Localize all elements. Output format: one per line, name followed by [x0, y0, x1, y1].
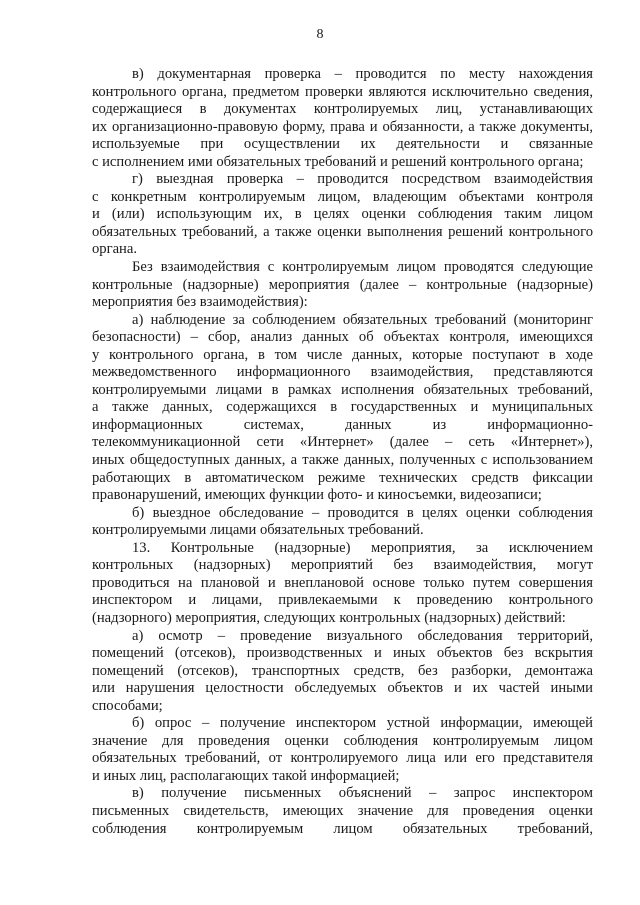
text-line: содержащиеся в документах контролируемых лиц, устанавливающих	[92, 101, 593, 118]
text-line: (надзорного) мероприятия, следующих контрольных (надзорных) действий:	[92, 609, 566, 626]
text-line: с исполнением ими обязательных требований и решений контрольного органа;	[92, 153, 584, 170]
text-line: б) выездное обследование – проводится в целях оценки соблюдения	[132, 504, 593, 521]
text-line: а) наблюдение за соблюдением обязательных требований (мониторинг	[132, 311, 593, 328]
text-line: используемые при осуществлении их деятельности и связанные	[92, 136, 593, 153]
text-line: межведомственного информационного взаимодействия, представляются	[92, 364, 593, 381]
text-line: контрольных (надзорных) мероприятий без взаимодействия, могут	[92, 557, 593, 574]
text-line: органа.	[92, 241, 137, 258]
text-line: проводиться на плановой и внеплановой основе только путем совершения	[92, 574, 593, 591]
document-body	[92, 66, 593, 838]
text-line: в) получение письменных объяснений – запрос инспектором	[132, 785, 593, 802]
text-line: телекоммуникационной сети «Интернет» (далее – сеть «Интернет»),	[92, 434, 593, 451]
text-line: Без взаимодействия с контролируемым лицом проводятся следующие	[132, 259, 593, 276]
text-line: мероприятия без взаимодействия):	[92, 294, 308, 311]
text-line: а) осмотр – проведение визуального обследования территорий,	[132, 627, 593, 644]
text-line: правонарушений, имеющих функции фото- и киносъемки, видеозаписи;	[92, 487, 542, 504]
text-line: г) выездная проверка – проводится посредством взаимодействия	[132, 171, 593, 188]
text-line: помещений (отсеков), производственных и иных объектов без вскрытия	[92, 645, 593, 662]
text-line: информационных системах, данных из информационно-	[92, 416, 593, 433]
text-line: 13. Контрольные (надзорные) мероприятия, за исключением	[132, 539, 593, 556]
text-line: помещений (отсеков), транспортных средств, без разборки, демонтажа	[92, 662, 593, 679]
text-line: контролируемыми лицами обязательных требований.	[92, 522, 424, 539]
text-line: б) опрос – получение инспектором устной информации, имеющей	[132, 715, 593, 732]
text-line: контролируемыми лицами в рамках исполнения обязательных требований,	[92, 381, 593, 398]
text-line: инспектором и лицами, привлекаемыми к проведению контрольного	[92, 592, 593, 609]
text-line: и иных лиц, располагающих такой информацией;	[92, 767, 400, 784]
text-line: способами;	[92, 697, 163, 714]
text-line: или нарушения целостности обследуемых объектов и их частей иными	[92, 680, 593, 697]
text-line: обязательных требований, а также оценки выполнения решений контрольного	[92, 223, 593, 240]
text-line: письменных свидетельств, имеющих значение для проведения оценки	[92, 802, 593, 819]
page-number: 8	[316, 27, 324, 42]
text-line: контрольные (надзорные) мероприятия (далее – контрольные (надзорные)	[92, 276, 593, 293]
text-line: и (или) использующим их, в целях оценки соблюдения таким лицом	[92, 206, 593, 223]
text-line: значение для проведения оценки соблюдения контролируемым лицом	[92, 732, 593, 749]
text-line: их организационно-правовую форму, права и обязанности, а также документы,	[92, 118, 593, 135]
text-line: работающих в автоматическом режиме технических средств фиксации	[92, 469, 593, 486]
text-line: безопасности) – сбор, анализ данных об объектах контроля, имеющихся	[92, 329, 593, 346]
text-line: у контрольного органа, в том числе данных, которые поступают в ходе	[92, 346, 593, 363]
text-line: соблюдения контролируемым лицом обязательных требований,	[92, 820, 593, 837]
text-line: а также данных, содержащихся в государственных и муниципальных	[92, 399, 593, 416]
text-line: в) документарная проверка – проводится по месту нахождения	[132, 66, 593, 82]
text-line: иных общедоступных данных, а также данных, полученных с использованием	[92, 452, 593, 469]
text-line: контрольного органа, предметом проверки являются исключительно сведения,	[92, 83, 593, 100]
text-line: с конкретным контролируемым лицом, владеющим объектами контроля	[92, 188, 593, 205]
text-line: обязательных требований, от контролируемого лица или его представителя	[92, 750, 593, 767]
